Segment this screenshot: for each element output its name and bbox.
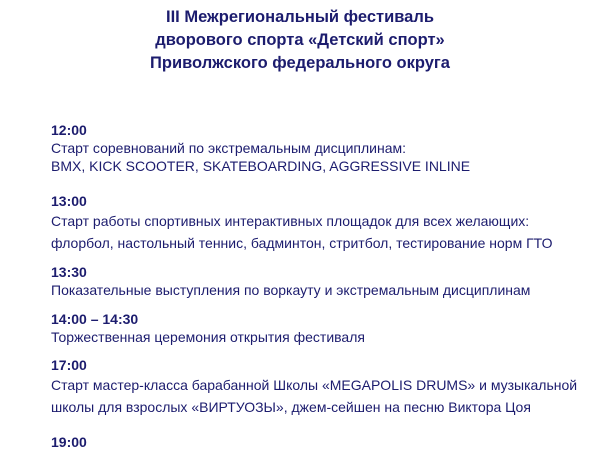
schedule-description: BMX, KICK SCOOTER, SKATEBOARDING, AGGRESSIVE INLINE	[51, 158, 471, 174]
schedule-description: Показательные выступления по воркауту и экстремальным дисциплинам	[51, 282, 531, 298]
schedule-entry	[51, 263, 591, 310]
schedule-list	[51, 121, 591, 451]
festival-title	[0, 6, 600, 75]
schedule-entry	[51, 433, 591, 451]
schedule-entry	[51, 121, 591, 192]
schedule-time: 13:00	[51, 193, 87, 209]
schedule-description: школы для взрослых «ВИРТУОЗЫ», джем-сейшен на песню Виктора Цоя	[51, 399, 531, 415]
festival-title-line-3: Приволжского федерального округа	[150, 54, 450, 72]
schedule-description: флорбол, настольный теннис, бадминтон, стритбол, тестирование норм ГТО	[51, 235, 553, 251]
festival-title-line-1: III Межрегиональный фестиваль	[166, 8, 434, 26]
schedule-time: 14:00 – 14:30	[51, 311, 139, 327]
schedule-entry	[51, 192, 591, 263]
schedule-time: 19:00	[51, 434, 87, 450]
schedule-description: Старт соревнований по экстремальным дисциплинам:	[51, 140, 407, 156]
festival-title-line-2: дворового спорта «Детский спорт»	[155, 31, 445, 49]
schedule-description: Старт работы спортивных интерактивных площадок для всех желающих:	[51, 213, 530, 229]
schedule-description: Старт мастер-класса барабанной Школы «MEGAPOLIS DRUMS» и музыкальной	[51, 377, 578, 393]
schedule-time: 12:00	[51, 122, 87, 138]
schedule-entry	[51, 356, 591, 433]
schedule-description: Торжественная церемония открытия фестиваля	[51, 329, 365, 345]
schedule-entry	[51, 310, 591, 356]
schedule-time: 17:00	[51, 357, 87, 373]
schedule-time: 13:30	[51, 264, 87, 280]
